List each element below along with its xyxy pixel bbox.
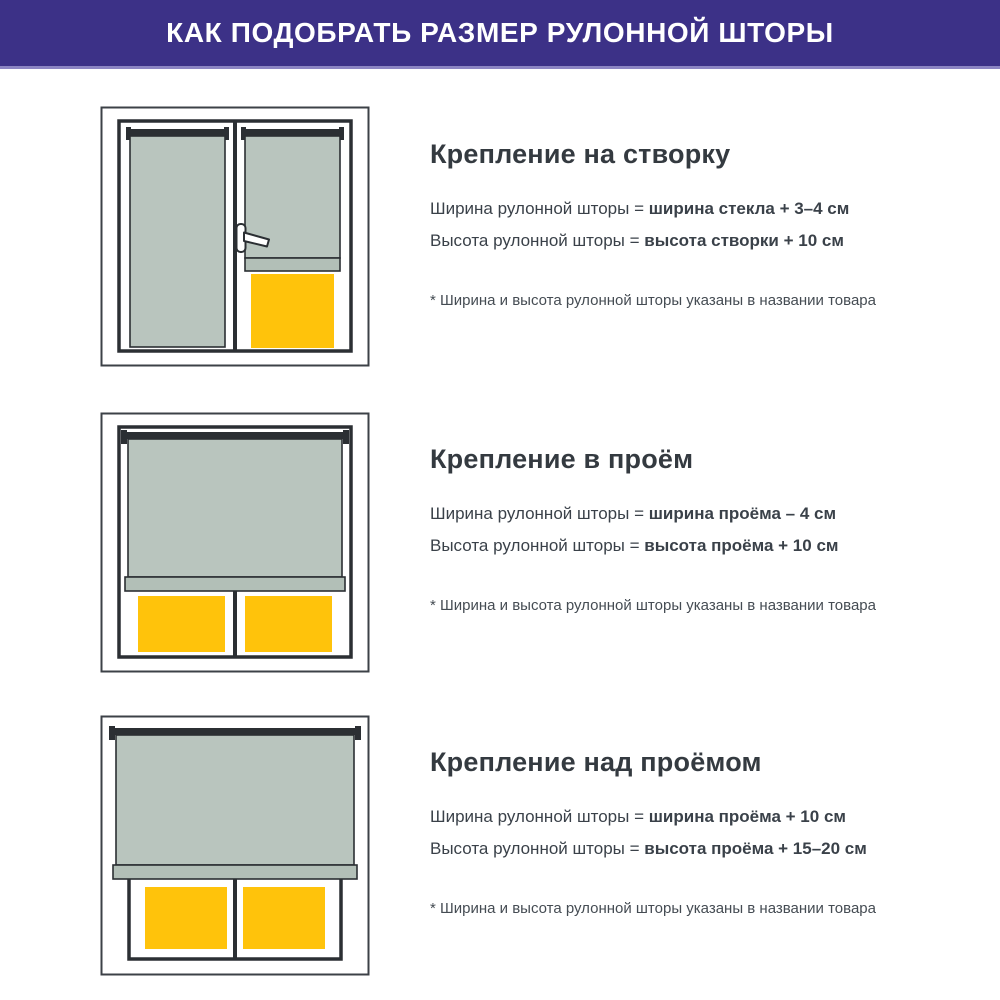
formula-block bbox=[430, 801, 900, 865]
formula-label: Высота рулонной шторы = bbox=[430, 839, 645, 858]
formula-block bbox=[430, 193, 900, 257]
sunlit-glass bbox=[243, 887, 325, 949]
width-formula bbox=[430, 193, 900, 225]
blind-fabric bbox=[128, 439, 342, 577]
roller-rod bbox=[112, 728, 358, 735]
formula-value: ширина проёма + 10 см bbox=[648, 807, 846, 826]
section-title: Крепление на створку bbox=[430, 139, 731, 169]
blind-bottom-bar bbox=[245, 258, 340, 271]
page-title: КАК ПОДОБРАТЬ РАЗМЕР РУЛОННОЙ ШТОРЫ bbox=[166, 17, 834, 48]
section-above-opening-mount bbox=[430, 747, 900, 917]
section-title: Крепление в проём bbox=[430, 444, 694, 474]
wall-mounted-blind bbox=[109, 726, 361, 879]
footnote: * Ширина и высота рулонной шторы указаны в названии товара bbox=[430, 597, 876, 614]
formula-value: высота створки + 10 см bbox=[644, 231, 844, 250]
blind-bottom-bar bbox=[113, 865, 357, 879]
sunlit-glass bbox=[251, 274, 334, 348]
left-sash-blind bbox=[126, 127, 229, 347]
roller-rod bbox=[128, 129, 227, 136]
blind-bottom-bar bbox=[125, 577, 345, 591]
header-bar bbox=[0, 0, 1000, 69]
formula-value: ширина стекла + 3–4 см bbox=[648, 199, 850, 218]
section-sash-mount bbox=[430, 139, 900, 309]
width-formula bbox=[430, 801, 900, 833]
formula-label: Высота рулонной шторы = bbox=[430, 231, 645, 250]
formula-label: Высота рулонной шторы = bbox=[430, 536, 645, 555]
formula-value: ширина проёма – 4 см bbox=[648, 504, 837, 523]
formula-label: Ширина рулонной шторы = bbox=[430, 504, 649, 523]
sunlit-glass bbox=[138, 596, 225, 652]
section-opening-mount bbox=[430, 444, 900, 614]
roller-rod bbox=[124, 432, 346, 439]
height-formula bbox=[430, 225, 900, 257]
formula-block bbox=[430, 498, 900, 562]
formula-value: высота проёма + 15–20 см bbox=[644, 839, 867, 858]
sunlit-glass bbox=[245, 596, 332, 652]
formula-value: высота проёма + 10 см bbox=[644, 536, 839, 555]
height-formula bbox=[430, 833, 900, 865]
formula-label: Ширина рулонной шторы = bbox=[430, 199, 649, 218]
opening-blind bbox=[121, 430, 349, 591]
section-title: Крепление над проёмом bbox=[430, 747, 762, 777]
roller-rod bbox=[243, 129, 342, 136]
window-blind-on-sash-illustration bbox=[100, 106, 370, 371]
blind-fabric bbox=[116, 735, 354, 865]
sunlit-glass bbox=[145, 887, 227, 949]
formula-label: Ширина рулонной шторы = bbox=[430, 807, 649, 826]
height-formula bbox=[430, 530, 900, 562]
footnote: * Ширина и высота рулонной шторы указаны в названии товара bbox=[430, 900, 876, 917]
footnote: * Ширина и высота рулонной шторы указаны в названии товара bbox=[430, 292, 876, 309]
window-blind-above-opening-illustration bbox=[100, 715, 370, 980]
window-blind-in-opening-illustration bbox=[100, 412, 370, 677]
blind-fabric bbox=[130, 136, 225, 347]
width-formula bbox=[430, 498, 900, 530]
